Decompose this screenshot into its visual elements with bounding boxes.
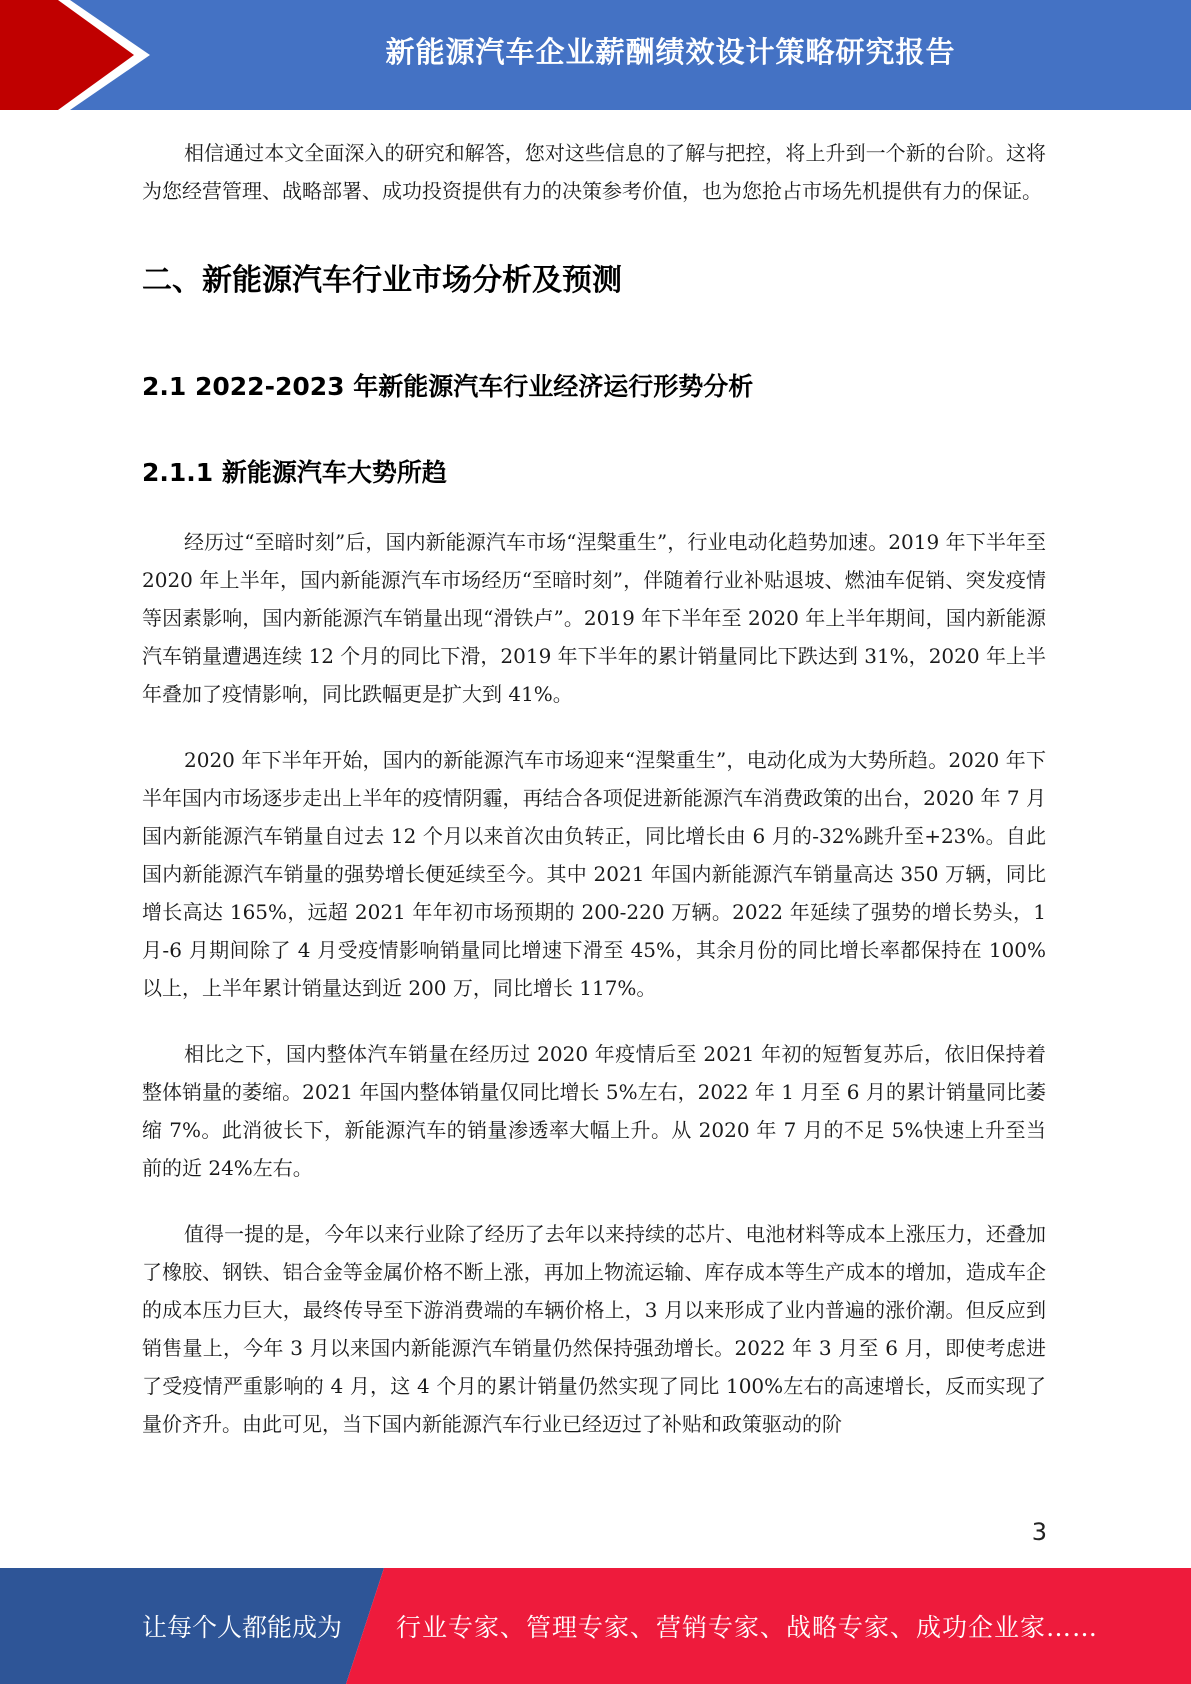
body-paragraph-2: 2020 年下半年开始，国内的新能源汽车市场迎来“涅槃重生”，电动化成为大势所趋。2020 年下半年国内市场逐步走出上半年的疫情阴霾，再结合各项促进新能源汽车消费政策的出台，2020 年 7 月国内新能源汽车销量自过去 12 个月以来首次由负转正，同比增长由 6 月的-32%跳升至+23%。自此国内新能源汽车销量的强势增长便延续至今。其中 2021 年国内新能源汽车销量高达 350 万辆，同比增长高达 165%，远超 2021 年年初市场预期的 200-220 万辆。2022 年延续了强势的增长势头，1 月-6 月期间除了 4 月受疫情影响销量同比增速下滑至 45%，其余月份的同比增长率都保持在 100%以上，上半年累计销量达到近 200 万，同比增长 117%。 [142, 748, 1046, 1000]
page-content [142, 134, 1046, 1443]
body-paragraph-4: 值得一提的是，今年以来行业除了经历了去年以来持续的芯片、电池材料等成本上涨压力，还叠加了橡胶、钢铁、铝合金等金属价格不断上涨，再加上物流运输、库存成本等生产成本的增加，造成车企的成本压力巨大，最终传导至下游消费端的车辆价格上，3 月以来形成了业内普遍的涨价潮。但反应到销售量上，今年 3 月以来国内新能源汽车销量仍然保持强劲增长。2022 年 3 月至 6 月，即使考虑进了受疫情严重影响的 4 月，这 4 个月的累计销量仍然实现了同比 100%左右的高速增长，反而实现了量价齐升。由此可见，当下国内新能源汽车行业已经迈过了补贴和政策驱动的阶 [142, 1222, 1046, 1436]
subsection-heading: 2.1 2022-2023 年新能源汽车行业经济运行形势分析 [142, 372, 754, 401]
subsubsection-heading: 2.1.1 新能源汽车大势所趋 [142, 458, 447, 487]
page-number: 3 [1031, 1518, 1047, 1546]
footer-slogan-right: 行业专家、管理专家、营销专家、战略专家、成功企业家…… [396, 1613, 1099, 1642]
footer-band [0, 1568, 1191, 1684]
intro-paragraph: 相信通过本文全面深入的研究和解答，您对这些信息的了解与把控，将上升到一个新的台阶。这将为您经营管理、战略部署、成功投资提供有力的决策参考价值，也为您抢占市场先机提供有力的保证。 [142, 141, 1046, 203]
body-paragraph-1: 经历过“至暗时刻”后，国内新能源汽车市场“涅槃重生”，行业电动化趋势加速。2019 年下半年至 2020 年上半年，国内新能源汽车市场经历“至暗时刻”，伴随着行业补贴退坡、燃油车促销、突发疫情等因素影响，国内新能源汽车销量出现“滑铁卢”。2019 年下半年至 2020 年上半年期间，国内新能源汽车销量遭遇连续 12 个月的同比下滑，2019 年下半年的累计销量同比下跌达到 31%，2020 年上半年叠加了疫情影响，同比跌幅更是扩大到 41%。 [142, 530, 1046, 706]
report-title: 新能源汽车企业薪酬绩效设计策略研究报告 [385, 34, 956, 69]
body-paragraph-3: 相比之下，国内整体汽车销量在经历过 2020 年疫情后至 2021 年初的短暂复苏后，依旧保持着整体销量的萎缩。2021 年国内整体销量仅同比增长 5%左右，2022 年 1 月至 6 月的累计销量同比萎缩 7%。此消彼长下，新能源汽车的销量渗透率大幅上升。从 2020 年 7 月的不足 5%快速上升至当前的近 24%左右。 [142, 1042, 1046, 1180]
header-arrow-icon [0, 0, 160, 110]
header-band [0, 0, 1191, 110]
footer-slogan-left: 让每个人都能成为 [142, 1613, 343, 1642]
section-heading: 二、新能源汽车行业市场分析及预测 [142, 263, 622, 298]
